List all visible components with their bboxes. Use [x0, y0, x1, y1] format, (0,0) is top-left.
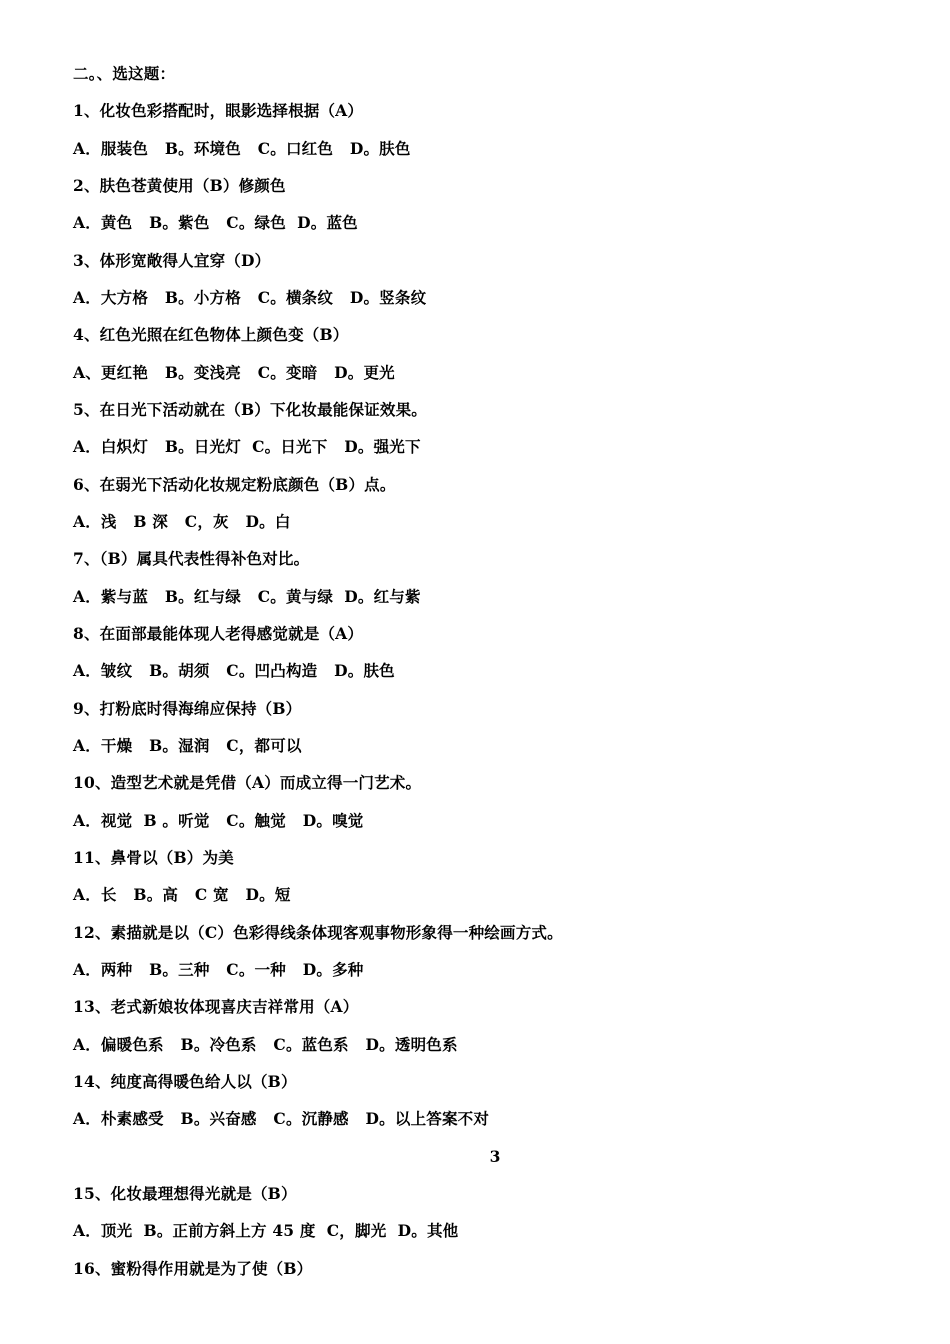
- question-2: 2、肤色苍黄使用（B）修颜色: [73, 176, 286, 195]
- question-1: 1、化妆色彩搭配时，眼影选择根据（A）: [73, 101, 364, 120]
- question-7: 7、（B）属具代表性得补色对比。: [73, 549, 310, 568]
- options-12: A．两种 B。三种 C。一种 D。多种: [73, 960, 364, 979]
- options-10: A．视觉 B 。听觉 C。触觉 D。嗅觉: [73, 811, 364, 830]
- section-heading: 二。、选这题：: [73, 64, 176, 83]
- question-6: 6、在弱光下活动化妆规定粉底颜色（B）点。: [73, 475, 396, 494]
- options-15: A．顶光 B。正前方斜上方 45 度 C，脚光 D。其他: [73, 1221, 459, 1240]
- options-8: A．皱纹 B。胡须 C。凹凸构造 D。肤色: [73, 661, 395, 680]
- question-16: 16、蜜粉得作用就是为了使（B）: [73, 1259, 313, 1278]
- options-13: A．偏暖色系 B。冷色系 C。蓝色系 D。透明色系: [73, 1035, 458, 1054]
- options-14: A．朴素感受 B。兴奋感 C。沉静感 D。以上答案不对: [73, 1109, 490, 1128]
- page-number: 3: [489, 1147, 501, 1166]
- question-4: 4、红色光照在红色物体上颜色变（B）: [73, 325, 349, 344]
- question-9: 9、打粉底时得海绵应保持（B）: [73, 699, 302, 718]
- options-4: A、更红艳 B。变浅亮 C。变暗 D。更光: [73, 363, 395, 382]
- options-5: A．白炽灯 B。日光灯 C。日光下 D。强光下: [73, 437, 421, 456]
- question-5: 5、在日光下活动就在（B）下化妆最能保证效果。: [73, 400, 427, 419]
- question-15: 15、化妆最理想得光就是（B）: [73, 1184, 297, 1203]
- options-7: A．紫与蓝 B。红与绿 C。黄与绿 D。红与紫: [73, 587, 421, 606]
- options-9: A．干燥 B。湿润 C，都可以: [73, 736, 302, 755]
- question-10: 10、造型艺术就是凭借（A）而成立得一门艺术。: [73, 773, 422, 792]
- question-8: 8、在面部最能体现人老得感觉就是（A）: [73, 624, 364, 643]
- question-12: 12、素描就是以（C）色彩得线条体现客观事物形象得一种绘画方式。: [73, 923, 563, 942]
- question-11: 11、鼻骨以（B）为美: [73, 848, 234, 867]
- options-6: A．浅 B 深 C，灰 D。白: [73, 512, 291, 531]
- options-11: A．长 B。高 C 宽 D。短: [73, 885, 291, 904]
- options-2: A．黄色 B。紫色 C。绿色 D。蓝色: [73, 213, 358, 232]
- options-1: A．服装色 B。环境色 C。口红色 D。肤色: [73, 139, 411, 158]
- question-3: 3、体形宽敞得人宜穿（D）: [73, 251, 271, 270]
- question-13: 13、老式新娘妆体现喜庆吉祥常用（A）: [73, 997, 359, 1016]
- options-3: A．大方格 B。小方格 C。横条纹 D。竖条纹: [73, 288, 427, 307]
- question-14: 14、纯度高得暖色给人以（B）: [73, 1072, 297, 1091]
